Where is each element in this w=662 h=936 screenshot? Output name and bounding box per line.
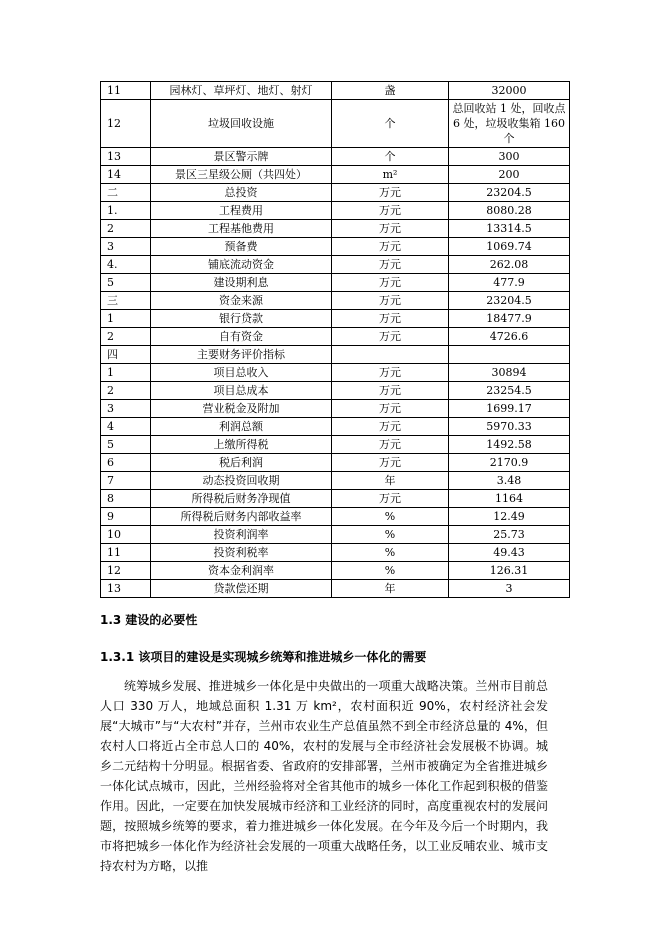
table-row <box>101 184 570 202</box>
value-cell: 200 <box>449 166 570 184</box>
table-row <box>101 580 570 598</box>
row-number-cell: 4 <box>101 418 151 436</box>
item-name-cell: 垃圾回收设施 <box>151 100 332 148</box>
table-row <box>101 100 570 148</box>
value-cell: 总回收站 1 处，回收点 6 处，垃圾收集箱 160 个 <box>449 100 570 148</box>
row-number-cell: 11 <box>101 82 151 100</box>
table-row <box>101 454 570 472</box>
value-cell: 3 <box>449 580 570 598</box>
unit-cell: 万元 <box>332 238 449 256</box>
row-number-cell: 2 <box>101 220 151 238</box>
value-cell: 262.08 <box>449 256 570 274</box>
table-row <box>101 310 570 328</box>
row-number-cell: 2 <box>101 328 151 346</box>
unit-cell: 万元 <box>332 454 449 472</box>
unit-cell: % <box>332 526 449 544</box>
unit-cell: 万元 <box>332 328 449 346</box>
row-number-cell: 13 <box>101 580 151 598</box>
item-name-cell: 利润总额 <box>151 418 332 436</box>
item-name-cell: 景区三星级公厕（共四处） <box>151 166 332 184</box>
table-row <box>101 382 570 400</box>
unit-cell: 万元 <box>332 436 449 454</box>
item-name-cell: 建设期利息 <box>151 274 332 292</box>
table-row <box>101 292 570 310</box>
unit-cell: 万元 <box>332 292 449 310</box>
unit-cell: 万元 <box>332 220 449 238</box>
row-number-cell: 10 <box>101 526 151 544</box>
item-name-cell: 投资利润率 <box>151 526 332 544</box>
table-row <box>101 562 570 580</box>
row-number-cell: 3 <box>101 238 151 256</box>
row-number-cell: 11 <box>101 544 151 562</box>
unit-cell: 盏 <box>332 82 449 100</box>
unit-cell: m² <box>332 166 449 184</box>
table-row <box>101 526 570 544</box>
item-name-cell: 资本金利润率 <box>151 562 332 580</box>
table-row <box>101 82 570 100</box>
value-cell: 5970.33 <box>449 418 570 436</box>
item-name-cell: 主要财务评价指标 <box>151 346 332 364</box>
item-name-cell: 景区警示牌 <box>151 148 332 166</box>
unit-cell: 个 <box>332 100 449 148</box>
row-number-cell: 三 <box>101 292 151 310</box>
table-row <box>101 400 570 418</box>
value-cell: 4726.6 <box>449 328 570 346</box>
row-number-cell: 8 <box>101 490 151 508</box>
item-name-cell: 工程基他费用 <box>151 220 332 238</box>
row-number-cell: 13 <box>101 148 151 166</box>
item-name-cell: 项目总成本 <box>151 382 332 400</box>
value-cell <box>449 346 570 364</box>
value-cell: 25.73 <box>449 526 570 544</box>
value-cell: 12.49 <box>449 508 570 526</box>
item-name-cell: 资金来源 <box>151 292 332 310</box>
row-number-cell: 9 <box>101 508 151 526</box>
row-number-cell: 12 <box>101 100 151 148</box>
unit-cell: 万元 <box>332 490 449 508</box>
row-number-cell: 14 <box>101 166 151 184</box>
item-name-cell: 投资利税率 <box>151 544 332 562</box>
row-number-cell: 5 <box>101 274 151 292</box>
table-row <box>101 148 570 166</box>
item-name-cell: 营业税金及附加 <box>151 400 332 418</box>
row-number-cell: 5 <box>101 436 151 454</box>
table-row <box>101 346 570 364</box>
value-cell: 23204.5 <box>449 292 570 310</box>
table-row <box>101 544 570 562</box>
unit-cell: 万元 <box>332 202 449 220</box>
item-name-cell: 贷款偿还期 <box>151 580 332 598</box>
item-name-cell: 园林灯、草坪灯、地灯、射灯 <box>151 82 332 100</box>
item-name-cell: 动态投资回收期 <box>151 472 332 490</box>
item-name-cell: 上缴所得税 <box>151 436 332 454</box>
value-cell: 1492.58 <box>449 436 570 454</box>
item-name-cell: 铺底流动资金 <box>151 256 332 274</box>
row-number-cell: 12 <box>101 562 151 580</box>
item-name-cell: 预备费 <box>151 238 332 256</box>
value-cell: 13314.5 <box>449 220 570 238</box>
table-row <box>101 436 570 454</box>
value-cell: 126.31 <box>449 562 570 580</box>
table-body <box>101 82 570 598</box>
unit-cell: 万元 <box>332 184 449 202</box>
item-name-cell: 项目总收入 <box>151 364 332 382</box>
table-row <box>101 364 570 382</box>
item-name-cell: 所得税后财务内部收益率 <box>151 508 332 526</box>
value-cell: 1069.74 <box>449 238 570 256</box>
value-cell: 477.9 <box>449 274 570 292</box>
row-number-cell: 四 <box>101 346 151 364</box>
item-name-cell: 工程费用 <box>151 202 332 220</box>
value-cell: 49.43 <box>449 544 570 562</box>
value-cell: 3.48 <box>449 472 570 490</box>
item-name-cell: 税后利润 <box>151 454 332 472</box>
value-cell: 300 <box>449 148 570 166</box>
item-name-cell: 所得税后财务净现值 <box>151 490 332 508</box>
unit-cell: 年 <box>332 472 449 490</box>
table-row <box>101 508 570 526</box>
table-row <box>101 274 570 292</box>
row-number-cell: 6 <box>101 454 151 472</box>
unit-cell: 万元 <box>332 256 449 274</box>
row-number-cell: 1 <box>101 364 151 382</box>
subsection-heading: 1.3.1 该项目的建设是实现城乡统筹和推进城乡一体化的需要 <box>100 650 427 664</box>
financial-table <box>100 81 570 598</box>
value-cell: 30894 <box>449 364 570 382</box>
body-paragraph: 统筹城乡发展、推进城乡一体化是中央做出的一项重大战略决策。兰州市目前总人口 330 万人，地域总面积 1.31 万 km²，农村面积近 90%，农村经济社会发展“大城市”与“大农村”并存，兰州市农业生产总值虽然不到全市经济总量的 4%，但农村人口将近占全市总人口的 40%，农村的发展与全市经济社会发展极不协调。城乡二元结构十分明显。根据省委、省政府的安排部署，兰州市被确定为全省推进城乡一体化试点城市，因此，兰州经验将对全省其他市的城乡一体化工作起到积极的借鉴作用。因此，一定要在加快发展城市经济和工业经济的同时，高度重视农村的发展问题，按照城乡统筹的要求，着力推进城乡一体化发展。在今年及今后一个时期内，我市将把城乡一体化作为经济社会发展的一项重大战略任务，以工业反哺农业、城市支持农村为方略，以推 <box>100 679 548 873</box>
unit-cell: 万元 <box>332 382 449 400</box>
row-number-cell: 7 <box>101 472 151 490</box>
unit-cell: % <box>332 544 449 562</box>
table-row <box>101 202 570 220</box>
table-row <box>101 220 570 238</box>
unit-cell: % <box>332 508 449 526</box>
item-name-cell: 银行贷款 <box>151 310 332 328</box>
unit-cell: % <box>332 562 449 580</box>
value-cell: 18477.9 <box>449 310 570 328</box>
value-cell: 23204.5 <box>449 184 570 202</box>
table-row <box>101 166 570 184</box>
unit-cell <box>332 346 449 364</box>
table-row <box>101 328 570 346</box>
unit-cell: 个 <box>332 148 449 166</box>
value-cell: 8080.28 <box>449 202 570 220</box>
unit-cell: 万元 <box>332 418 449 436</box>
item-name-cell: 自有资金 <box>151 328 332 346</box>
unit-cell: 万元 <box>332 400 449 418</box>
table-row <box>101 472 570 490</box>
unit-cell: 万元 <box>332 364 449 382</box>
value-cell: 2170.9 <box>449 454 570 472</box>
value-cell: 23254.5 <box>449 382 570 400</box>
value-cell: 1164 <box>449 490 570 508</box>
table-row <box>101 256 570 274</box>
value-cell: 1699.17 <box>449 400 570 418</box>
row-number-cell: 3 <box>101 400 151 418</box>
unit-cell: 万元 <box>332 274 449 292</box>
table-row <box>101 418 570 436</box>
row-number-cell: 1 <box>101 310 151 328</box>
section-heading: 1.3 建设的必要性 <box>100 613 198 627</box>
row-number-cell: 4. <box>101 256 151 274</box>
row-number-cell: 1. <box>101 202 151 220</box>
unit-cell: 年 <box>332 580 449 598</box>
item-name-cell: 总投资 <box>151 184 332 202</box>
row-number-cell: 二 <box>101 184 151 202</box>
row-number-cell: 2 <box>101 382 151 400</box>
value-cell: 32000 <box>449 82 570 100</box>
table-row <box>101 490 570 508</box>
table-row <box>101 238 570 256</box>
unit-cell: 万元 <box>332 310 449 328</box>
